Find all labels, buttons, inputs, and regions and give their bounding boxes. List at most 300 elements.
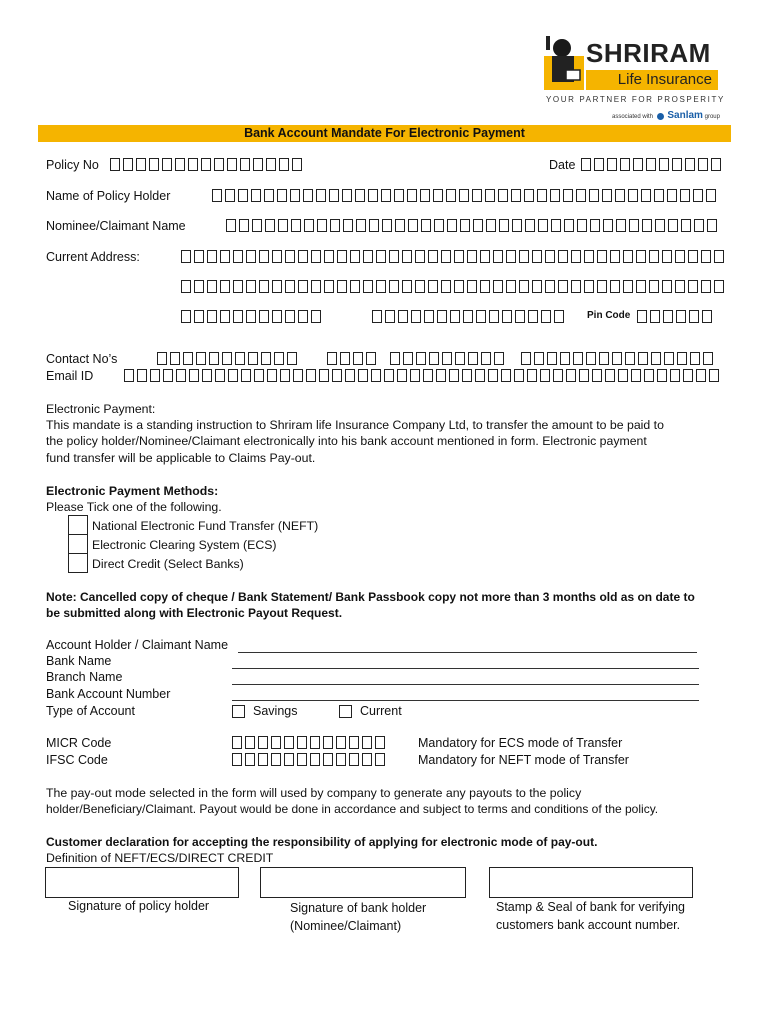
char-box[interactable] [332,369,342,382]
char-box[interactable] [521,352,531,365]
current-checkbox[interactable] [339,705,352,718]
char-box[interactable] [349,736,359,749]
char-box[interactable] [395,219,405,232]
char-box[interactable] [285,280,295,293]
char-box[interactable] [654,189,664,202]
char-box[interactable] [597,280,607,293]
char-box[interactable] [501,369,511,382]
char-box[interactable] [310,736,320,749]
char-box[interactable] [454,280,464,293]
char-box[interactable] [278,219,288,232]
char-box[interactable] [714,280,724,293]
policy-holder-signature-box[interactable] [45,867,239,898]
char-box[interactable] [537,189,547,202]
char-box[interactable] [623,280,633,293]
char-box[interactable] [202,369,212,382]
char-box[interactable] [368,189,378,202]
char-box[interactable] [636,250,646,263]
contact-boxes-3[interactable] [390,352,507,365]
char-box[interactable] [403,352,413,365]
char-box[interactable] [240,158,250,171]
char-box[interactable] [298,280,308,293]
char-box[interactable] [655,219,665,232]
char-box[interactable] [602,189,612,202]
neft-checkbox[interactable] [68,515,88,535]
char-box[interactable] [711,158,721,171]
char-box[interactable] [641,189,651,202]
char-box[interactable] [472,189,482,202]
char-box[interactable] [340,352,350,365]
char-box[interactable] [297,736,307,749]
char-box[interactable] [363,250,373,263]
char-box[interactable] [631,369,641,382]
char-box[interactable] [428,250,438,263]
char-box[interactable] [532,280,542,293]
char-box[interactable] [376,280,386,293]
nominee-boxes[interactable] [226,219,720,232]
char-box[interactable] [183,352,193,365]
char-box[interactable] [447,219,457,232]
char-box[interactable] [463,310,473,323]
char-box[interactable] [259,310,269,323]
char-box[interactable] [246,280,256,293]
ifsc-boxes[interactable] [232,753,388,766]
char-box[interactable] [304,219,314,232]
char-box[interactable] [662,280,672,293]
char-box[interactable] [545,280,555,293]
char-box[interactable] [636,280,646,293]
char-box[interactable] [272,280,282,293]
char-box[interactable] [706,189,716,202]
char-box[interactable] [494,352,504,365]
char-box[interactable] [390,352,400,365]
char-box[interactable] [350,250,360,263]
char-box[interactable] [701,250,711,263]
char-box[interactable] [274,352,284,365]
char-box[interactable] [207,280,217,293]
micr-boxes[interactable] [232,736,388,749]
char-box[interactable] [408,219,418,232]
char-box[interactable] [638,352,648,365]
ecs-checkbox[interactable] [68,534,88,554]
char-box[interactable] [298,310,308,323]
char-box[interactable] [284,736,294,749]
char-box[interactable] [188,158,198,171]
char-box[interactable] [597,250,607,263]
char-box[interactable] [342,189,352,202]
char-box[interactable] [550,189,560,202]
char-box[interactable] [433,189,443,202]
char-box[interactable] [303,189,313,202]
char-box[interactable] [592,369,602,382]
char-box[interactable] [467,250,477,263]
char-box[interactable] [525,219,535,232]
char-box[interactable] [690,352,700,365]
char-box[interactable] [407,189,417,202]
char-box[interactable] [337,250,347,263]
char-box[interactable] [473,219,483,232]
savings-checkbox[interactable] [232,705,245,718]
char-box[interactable] [317,219,327,232]
char-box[interactable] [446,189,456,202]
char-box[interactable] [298,250,308,263]
char-box[interactable] [702,310,712,323]
char-box[interactable] [225,189,235,202]
char-box[interactable] [424,310,434,323]
char-box[interactable] [651,352,661,365]
char-box[interactable] [605,369,615,382]
char-box[interactable] [279,158,289,171]
char-box[interactable] [272,310,282,323]
char-box[interactable] [375,753,385,766]
char-box[interactable] [248,352,258,365]
char-box[interactable] [488,369,498,382]
char-box[interactable] [519,250,529,263]
char-box[interactable] [498,189,508,202]
char-box[interactable] [194,310,204,323]
char-box[interactable] [350,280,360,293]
char-box[interactable] [481,352,491,365]
char-box[interactable] [616,219,626,232]
char-box[interactable] [376,250,386,263]
char-box[interactable] [235,352,245,365]
char-box[interactable] [450,310,460,323]
char-box[interactable] [637,310,647,323]
char-box[interactable] [603,219,613,232]
char-box[interactable] [642,219,652,232]
char-box[interactable] [467,280,477,293]
char-box[interactable] [355,189,365,202]
char-box[interactable] [384,369,394,382]
char-box[interactable] [663,310,673,323]
char-box[interactable] [436,369,446,382]
char-box[interactable] [668,219,678,232]
char-box[interactable] [215,369,225,382]
char-box[interactable] [441,280,451,293]
char-box[interactable] [196,352,206,365]
char-box[interactable] [571,280,581,293]
char-box[interactable] [612,352,622,365]
char-box[interactable] [558,280,568,293]
char-box[interactable] [646,158,656,171]
char-box[interactable] [136,158,146,171]
char-box[interactable] [515,310,525,323]
char-box[interactable] [290,189,300,202]
char-box[interactable] [502,310,512,323]
char-box[interactable] [232,753,242,766]
char-box[interactable] [545,250,555,263]
char-box[interactable] [607,158,617,171]
char-box[interactable] [662,250,672,263]
char-box[interactable] [271,736,281,749]
char-box[interactable] [207,250,217,263]
char-box[interactable] [625,352,635,365]
char-box[interactable] [685,158,695,171]
char-box[interactable] [675,280,685,293]
char-box[interactable] [558,250,568,263]
contact-boxes-1[interactable] [157,352,300,365]
char-box[interactable] [415,280,425,293]
char-box[interactable] [560,352,570,365]
char-box[interactable] [292,158,302,171]
bank-stamp-box[interactable] [489,867,693,898]
char-box[interactable] [329,189,339,202]
char-box[interactable] [538,219,548,232]
char-box[interactable] [672,158,682,171]
char-box[interactable] [372,310,382,323]
char-box[interactable] [251,189,261,202]
char-box[interactable] [246,310,256,323]
char-box[interactable] [650,310,660,323]
char-box[interactable] [241,369,251,382]
char-box[interactable] [475,369,485,382]
char-box[interactable] [381,189,391,202]
char-box[interactable] [157,352,167,365]
char-box[interactable] [620,158,630,171]
char-box[interactable] [683,369,693,382]
char-box[interactable] [181,310,191,323]
char-box[interactable] [590,219,600,232]
address-line2-boxes[interactable] [181,280,727,293]
char-box[interactable] [633,158,643,171]
char-box[interactable] [563,189,573,202]
char-box[interactable] [110,158,120,171]
char-box[interactable] [547,352,557,365]
account-holder-line[interactable] [238,652,697,653]
char-box[interactable] [358,369,368,382]
char-box[interactable] [293,369,303,382]
char-box[interactable] [514,369,524,382]
char-box[interactable] [675,250,685,263]
char-box[interactable] [551,219,561,232]
char-box[interactable] [657,369,667,382]
char-box[interactable] [541,310,551,323]
char-box[interactable] [397,369,407,382]
char-box[interactable] [410,369,420,382]
char-box[interactable] [389,250,399,263]
char-box[interactable] [385,310,395,323]
char-box[interactable] [420,189,430,202]
char-box[interactable] [394,189,404,202]
char-box[interactable] [265,219,275,232]
char-box[interactable] [437,310,447,323]
char-box[interactable] [220,310,230,323]
char-box[interactable] [703,352,713,365]
char-box[interactable] [330,219,340,232]
char-box[interactable] [362,753,372,766]
char-box[interactable] [402,250,412,263]
char-box[interactable] [316,189,326,202]
char-box[interactable] [566,369,576,382]
char-box[interactable] [664,352,674,365]
char-box[interactable] [688,280,698,293]
char-box[interactable] [232,736,242,749]
char-box[interactable] [362,736,372,749]
char-box[interactable] [259,280,269,293]
char-box[interactable] [271,753,281,766]
char-box[interactable] [441,250,451,263]
address-line3a-boxes[interactable] [181,310,324,323]
char-box[interactable] [323,753,333,766]
address-line1-boxes[interactable] [181,250,727,263]
char-box[interactable] [345,369,355,382]
bank-name-line[interactable] [232,668,699,669]
char-box[interactable] [681,219,691,232]
char-box[interactable] [311,280,321,293]
char-box[interactable] [623,250,633,263]
char-box[interactable] [336,753,346,766]
char-box[interactable] [459,189,469,202]
bank-holder-signature-box[interactable] [260,867,466,898]
char-box[interactable] [212,189,222,202]
char-box[interactable] [285,250,295,263]
char-box[interactable] [267,369,277,382]
char-box[interactable] [528,310,538,323]
char-box[interactable] [584,250,594,263]
pin-code-boxes[interactable] [637,310,715,323]
char-box[interactable] [402,280,412,293]
char-box[interactable] [506,250,516,263]
char-box[interactable] [454,250,464,263]
char-box[interactable] [532,250,542,263]
char-box[interactable] [455,352,465,365]
char-box[interactable] [589,189,599,202]
char-box[interactable] [493,280,503,293]
char-box[interactable] [480,280,490,293]
contact-boxes-2[interactable] [327,352,379,365]
char-box[interactable] [163,369,173,382]
char-box[interactable] [576,189,586,202]
char-box[interactable] [189,369,199,382]
holder-name-boxes[interactable] [212,189,719,202]
char-box[interactable] [584,280,594,293]
char-box[interactable] [476,310,486,323]
char-box[interactable] [524,189,534,202]
char-box[interactable] [579,369,589,382]
char-box[interactable] [599,352,609,365]
char-box[interactable] [337,280,347,293]
char-box[interactable] [245,736,255,749]
char-box[interactable] [297,753,307,766]
char-box[interactable] [693,189,703,202]
char-box[interactable] [506,280,516,293]
char-box[interactable] [610,280,620,293]
char-box[interactable] [319,369,329,382]
char-box[interactable] [233,280,243,293]
char-box[interactable] [253,158,263,171]
char-box[interactable] [284,753,294,766]
char-box[interactable] [194,250,204,263]
email-boxes[interactable] [124,369,722,382]
char-box[interactable] [222,352,232,365]
address-line3b-boxes[interactable] [372,310,567,323]
char-box[interactable] [366,352,376,365]
char-box[interactable] [628,189,638,202]
char-box[interactable] [264,189,274,202]
char-box[interactable] [220,280,230,293]
char-box[interactable] [659,158,669,171]
char-box[interactable] [238,189,248,202]
char-box[interactable] [375,736,385,749]
char-box[interactable] [239,219,249,232]
char-box[interactable] [618,369,628,382]
char-box[interactable] [615,189,625,202]
char-box[interactable] [175,158,185,171]
char-box[interactable] [670,369,680,382]
char-box[interactable] [228,369,238,382]
char-box[interactable] [201,158,211,171]
char-box[interactable] [421,219,431,232]
char-box[interactable] [698,158,708,171]
char-box[interactable] [209,352,219,365]
char-box[interactable] [389,280,399,293]
policy-no-boxes[interactable] [110,158,305,171]
char-box[interactable] [336,736,346,749]
char-box[interactable] [571,250,581,263]
char-box[interactable] [181,250,191,263]
char-box[interactable] [680,189,690,202]
char-box[interactable] [123,158,133,171]
char-box[interactable] [162,158,172,171]
char-box[interactable] [398,310,408,323]
char-box[interactable] [573,352,583,365]
char-box[interactable] [181,280,191,293]
char-box[interactable] [272,250,282,263]
char-box[interactable] [527,369,537,382]
char-box[interactable] [694,219,704,232]
char-box[interactable] [429,352,439,365]
char-box[interactable] [261,352,271,365]
char-box[interactable] [207,310,217,323]
char-box[interactable] [277,189,287,202]
char-box[interactable] [434,219,444,232]
char-box[interactable] [688,250,698,263]
char-box[interactable] [676,310,686,323]
char-box[interactable] [629,219,639,232]
char-box[interactable] [280,369,290,382]
char-box[interactable] [324,280,334,293]
direct-credit-checkbox[interactable] [68,553,88,573]
char-box[interactable] [644,369,654,382]
char-box[interactable] [411,310,421,323]
char-box[interactable] [311,310,321,323]
char-box[interactable] [258,753,268,766]
char-box[interactable] [176,369,186,382]
char-box[interactable] [689,310,699,323]
char-box[interactable] [553,369,563,382]
char-box[interactable] [512,219,522,232]
char-box[interactable] [137,369,147,382]
char-box[interactable] [649,250,659,263]
char-box[interactable] [714,250,724,263]
char-box[interactable] [353,352,363,365]
char-box[interactable] [485,189,495,202]
char-box[interactable] [258,736,268,749]
char-box[interactable] [285,310,295,323]
char-box[interactable] [428,280,438,293]
char-box[interactable] [214,158,224,171]
char-box[interactable] [493,250,503,263]
char-box[interactable] [150,369,160,382]
char-box[interactable] [194,280,204,293]
char-box[interactable] [468,352,478,365]
char-box[interactable] [586,352,596,365]
account-number-line[interactable] [232,700,699,701]
char-box[interactable] [327,352,337,365]
char-box[interactable] [511,189,521,202]
char-box[interactable] [423,369,433,382]
char-box[interactable] [540,369,550,382]
